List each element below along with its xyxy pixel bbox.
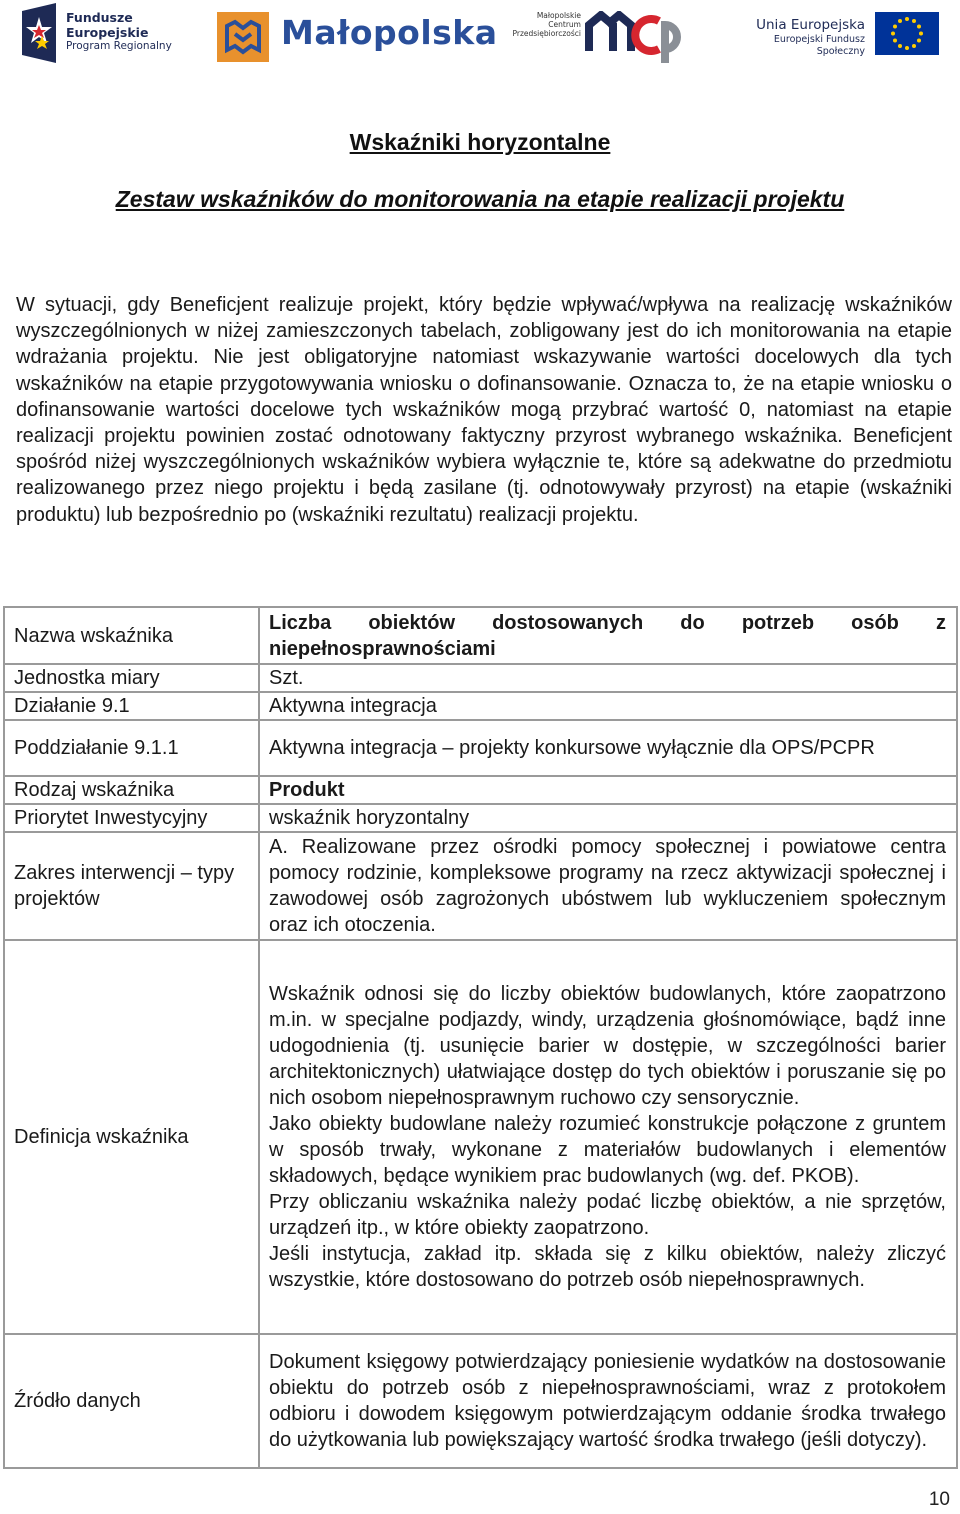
table-row [4,720,957,776]
table-row [4,804,957,832]
data-source-value: Dokument księgowy potwierdzający poniesienie wydatków na dostosowanie obiektu do potrzeb osób z niepełnosprawnościami, wraz z protokołem odbioru i dowodem księgowym potwierdzającym oddanie środka trwałego do użytkowania lub powiększający wartość środka trwałego (jeśli dotyczy). [259,1334,957,1468]
definition-paragraph: Przy obliczaniu wskaźnika należy podać liczbę obiektów, a nie sprzętów, urządzeń itp., w które obiekty zaopatrzono. [269,1191,946,1239]
ue-logo-line2: Europejski Fundusz Społeczny [773,34,865,57]
definition-paragraph: Jako obiekty budowlane należy rozumieć konstrukcje połączone z gruntem w sposób trwały, wykonane z materiałów budowlanych i elementów składowych, będące wynikiem prac budowlanych (wg. def. PKOB). [269,1113,946,1187]
fe-logo-line3: Program Regionalny [66,40,172,52]
table-row [4,940,957,1334]
indicator-definition-value [259,940,957,1334]
row-label: Rodzaj wskaźnika [4,776,259,804]
row-label: Źródło danych [4,1334,259,1468]
row-label: Priorytet Inwestycyjny [4,804,259,832]
table-row [4,692,957,720]
page-subtitle: Zestaw wskaźników do monitorowania na etapie realizacji projektu [115,186,845,212]
table-row [4,664,957,692]
page-title: Wskaźniki horyzontalne [349,129,611,155]
row-label: Działanie 9.1 [4,692,259,720]
malopolska-emblem-icon [217,12,269,62]
table-row [4,1334,957,1468]
malopolska-logo-text: Małopolska [281,13,498,52]
eu-flag-icon [875,12,939,55]
definition-paragraph: Wskaźnik odnosi się do liczby obiektów budowlanych, które zaopatrzono m.in. w specjalne podjazdy, windy, urządzenia głośnomówiące, bądź inne udogodnienia (tj. usunięcie barier w dostępie, w szczególności barier architektonicznych) ułatwiające dostęp do tych obiektów i poruszanie się po nich osobom niepełnosprawnym ruchowo czy sensorycznie. [269,983,946,1109]
row-label: Poddziałanie 9.1.1 [4,720,259,776]
table-row [4,776,957,804]
mcp-logo-line3: Przedsiębiorczości [512,29,581,38]
measure-value: Aktywna integracja [259,692,957,720]
table-row [4,832,957,940]
unit-value: Szt. [259,664,957,692]
row-label: Jednostka miary [4,664,259,692]
intervention-scope-value: A. Realizowane przez ośrodki pomocy społecznej i powiatowe centra pomocy rodzinie, kompleksowe programy na rzecz aktywizacji społecznej i zawodowej osób zagrożonych ubóstwem lub wykluczeniem społecznym oraz ich otoczenia. [259,832,957,940]
fundusze-europejskie-logo [22,3,172,68]
page-number: 10 [928,1489,950,1510]
row-label: Nazwa wskaźnika [4,607,259,664]
definition-paragraph: Jeśli instytucja, zakład itp. składa się z kilku obiektów, należy zliczyć wszystkie, które dostosowano do potrzeb osób niepełnosprawnych. [269,1243,946,1291]
submeasure-value: Aktywna integracja – projekty konkursowe wyłącznie dla OPS/PCPR [259,720,957,776]
fe-star-icon [22,3,56,63]
investment-priority-value: wskaźnik horyzontalny [259,804,957,832]
logo-bar [0,0,960,72]
mcp-logo-line2: Centrum [548,20,581,29]
row-label: Zakres interwencji – typy projektów [4,832,259,940]
fe-logo-line1: Fundusze [66,10,133,25]
fe-logo-line2: Europejskie [66,25,149,40]
ue-logo-line1: Unia Europejska [756,17,865,33]
mcp-logo-line1: Małopolskie [536,11,581,20]
indicator-name-value: Liczba obiektów dostosowanych do potrzeb osób z niepełnosprawnościami [259,607,957,664]
intro-paragraph: W sytuacji, gdy Beneficjent realizuje projekt, który będzie wpływać/wpływa na realizację wskaźników wyszczególnionych w niżej zamieszczonych tabelach, zobligowany jest do ich monitorowania na etapie wdrażania projektu. Nie jest obligatoryjne natomiast wskazywanie wartości docelowych dla tych wskaźników na etapie przygotowywania wniosku o dofinansowanie. Oznacza to, że na etapie wniosku o dofinansowanie wartości docelowe tych wskaźników mogą przybrać wartość 0, natomiast na etapie realizacji projektu powinien zostać odnotowany faktyczny przyrost wybranego wskaźnika. Beneficjent spośród niżej wyszczególnionych wskaźników wybiera wyłącznie te, które są adekwatne do przedmiotu realizowanego przez niego projektu i będą zasilane (tj. odnotowywały przyrost) na etapie (wskaźniki produktu) lub bezpośrednio po (wskaźniki rezultatu) realizacji projektu. [16,294,952,526]
row-label: Definicja wskaźnika [4,940,259,1334]
mcp-mark-icon [585,11,689,67]
malopolska-logo [217,12,498,67]
table-row [4,607,957,664]
indicator-table [3,606,958,1469]
indicator-type-value: Produkt [259,776,957,804]
